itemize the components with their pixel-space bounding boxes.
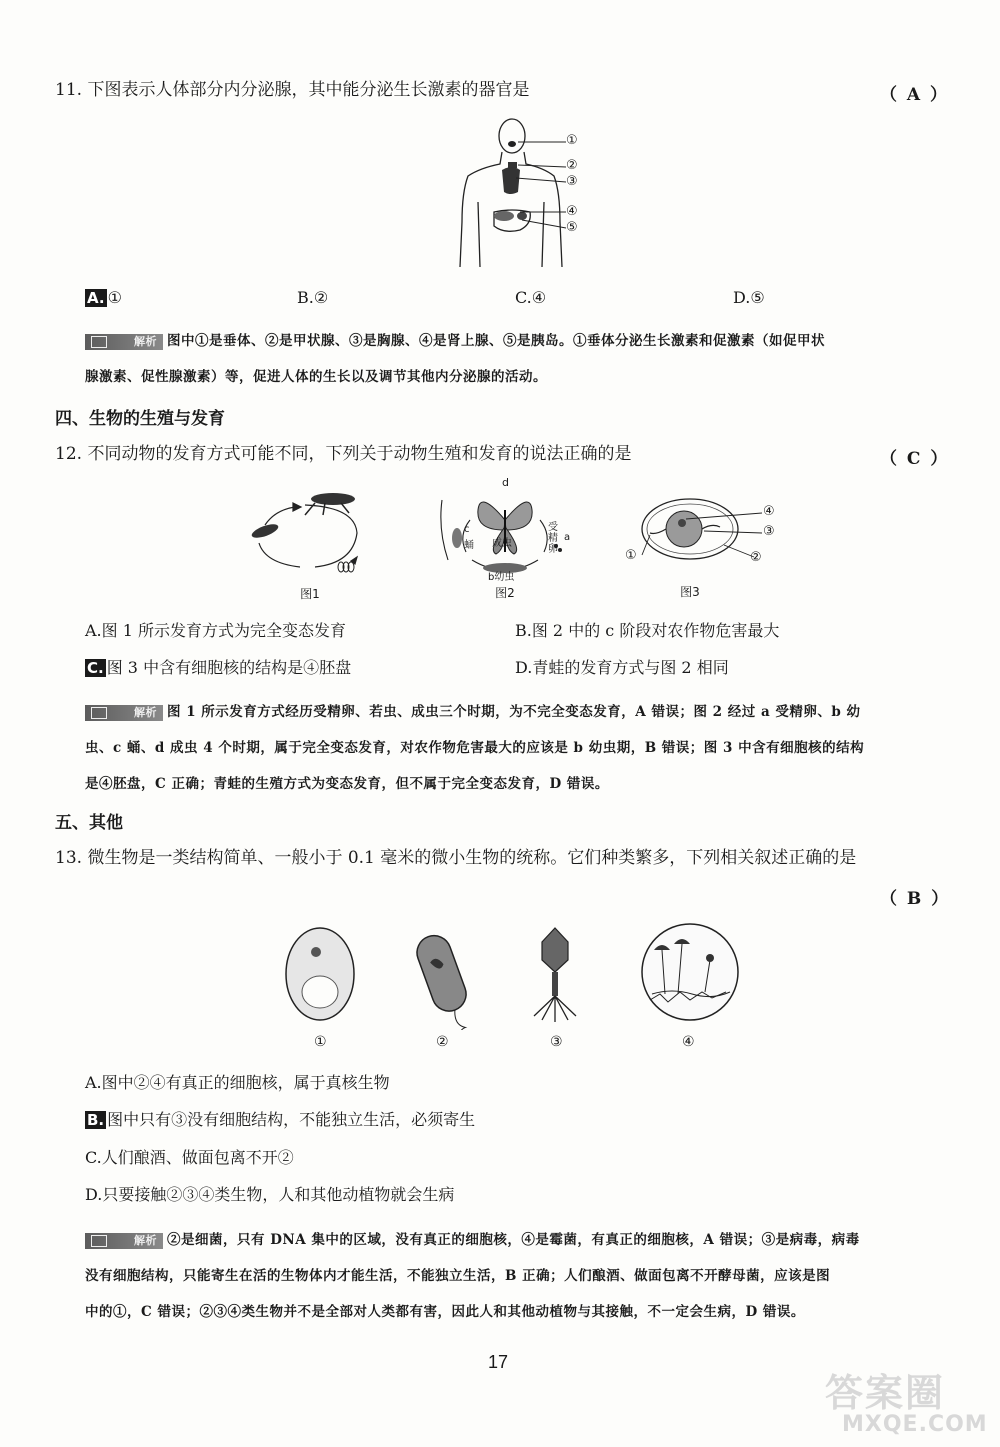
fig2-label-a: a <box>564 532 571 543</box>
explanation-line: 没有细胞结构，只能寄生在活的生物体内才能生活，不能独立生活，B 正确；人们酿酒、做面包离不开酵母菌，应该是图 <box>85 1268 831 1284</box>
option-letter: C. <box>85 1148 102 1167</box>
q12-option-b <box>515 620 779 642</box>
q13-option-d <box>85 1184 454 1206</box>
page-number: 17 <box>488 1352 509 1372</box>
microbe-caption-2: ② <box>436 1034 449 1050</box>
option-letter: B. <box>87 1111 105 1129</box>
q13-explanation <box>85 1222 955 1330</box>
explanation-tag: 解析 <box>85 1233 163 1249</box>
option-text: ② <box>313 288 329 307</box>
option-letter: C. <box>87 659 104 677</box>
explanation-tag: 解析 <box>85 334 163 350</box>
fig2-label-adult: 成虫 <box>492 538 512 549</box>
watermark-logo: 答案圈 <box>825 1371 946 1415</box>
fig2-label-larva: b幼虫 <box>488 572 515 583</box>
q11-label-2: ② <box>566 158 578 173</box>
option-letter: A. <box>85 621 102 640</box>
q11-label-5: ⑤ <box>566 220 578 235</box>
fig-caption: 图2 <box>495 586 515 600</box>
option-text: 只要接触②③④类生物，人和其他动植物就会生病 <box>102 1185 455 1204</box>
q11-option-c <box>515 287 546 309</box>
option-text: 图 1 所示发育方式为完全变态发育 <box>101 621 346 640</box>
explanation-tag: 解析 <box>85 705 163 721</box>
option-letter: D. <box>733 288 751 307</box>
option-letter: C. <box>515 288 532 307</box>
q11-label-4: ④ <box>566 204 578 219</box>
q11-explanation <box>85 323 955 395</box>
q12-figure-1 <box>245 485 370 601</box>
q12-option-a <box>85 620 346 642</box>
q12-explanation <box>85 694 955 802</box>
explanation-line: ②是细菌，只有 DNA 集中的区域，没有真正的细胞核，④是霉菌，有真正的细胞核，A 错误；③是病毒，病毒 <box>167 1232 860 1248</box>
option-letter: B. <box>515 621 532 640</box>
option-letter: A. <box>85 1073 102 1092</box>
microbe-caption-1: ① <box>314 1034 327 1050</box>
section-title-4: 四、生物的生殖与发育 <box>55 409 225 429</box>
q11-option-d <box>733 287 765 309</box>
q12-figure-2 <box>430 476 580 600</box>
q12-stem: 12. 不同动物的发育方式可能不同，下列关于动物生殖和发育的说法正确的是 <box>55 444 632 464</box>
q13-option-a <box>85 1072 390 1094</box>
explanation-line: 腺激素、促性腺激素）等，促进人体的生长以及调节其他内分泌腺的活动。 <box>85 369 547 385</box>
option-text: 图中②④有真正的细胞核，属于真核生物 <box>101 1073 390 1092</box>
option-text: ① <box>107 288 122 307</box>
q11-body-figure <box>440 112 600 272</box>
fig3-label-3: ③ <box>763 524 775 539</box>
q13-figures <box>280 920 750 1055</box>
fig3-label-2: ② <box>750 550 762 565</box>
option-text: 青蛙的发育方式与图 2 相同 <box>532 658 729 677</box>
explanation-line: 图中①是垂体、②是甲状腺、③是胸腺、④是肾上腺、⑤是胰岛。①垂体分泌生长激素和促激素（如促甲状 <box>167 333 825 349</box>
q11-stem: 11. 下图表示人体部分内分泌腺，其中能分泌生长激素的器官是 <box>55 80 530 100</box>
fig2-label-fertilized-egg: 受精卵 <box>548 522 558 555</box>
explanation-line: 中的①，C 错误；②③④类生物并不是全部对人类都有害，因此人和其他动植物与其接触，不一定会生病，D 错误。 <box>85 1304 805 1320</box>
fig2-label-pupa: 蛹 <box>464 540 474 551</box>
section-title-5: 五、其他 <box>55 813 123 833</box>
option-letter: A. <box>87 289 105 307</box>
option-letter: D. <box>515 658 533 677</box>
fig3-label-4: ④ <box>763 504 775 519</box>
explanation-line: 虫、c 蛹、d 成虫 4 个时期，属于完全变态发育，对农作物危害最大的应该是 b 幼虫期，B 错误；图 3 中含有细胞核的结构 <box>85 740 865 756</box>
microbe-caption-3: ③ <box>550 1034 563 1050</box>
option-text: ⑤ <box>750 288 765 307</box>
q13-option-c <box>85 1147 294 1169</box>
q13-answer: （ B ） <box>880 889 951 909</box>
fig2-label-d: d <box>502 476 509 489</box>
q13-stem: 13. 微生物是一类结构简单、一般小于 0.1 毫米的微小生物的统称。它们种类繁多，下列相关叙述正确的是 <box>55 848 857 868</box>
explanation-line: 是④胚盘，C 正确；青蛙的生殖方式为变态发育，但不属于完全变态发育，D 错误。 <box>85 776 609 792</box>
fig-caption: 图3 <box>680 585 700 599</box>
q12-answer: （ C ） <box>880 449 950 469</box>
explanation-line: 图 1 所示发育方式经历受精卵、若虫、成虫三个时期，为不完全变态发育，A 错误；图 2 经过 a 受精卵、b 幼 <box>167 704 861 720</box>
q12-option-c <box>85 657 351 679</box>
q11-label-1: ① <box>566 133 578 148</box>
q11-answer: （ A ） <box>880 85 950 105</box>
option-text: 图中只有③没有细胞结构，不能独立生活，必须寄生 <box>107 1110 476 1129</box>
q11-option-b <box>297 287 328 309</box>
option-text: ④ <box>531 288 547 307</box>
grasshopper-cycle-drawing <box>245 485 370 580</box>
microbe-drawings <box>280 920 750 1030</box>
fig-caption: 图1 <box>300 587 320 601</box>
q12-figure-3 <box>620 495 790 599</box>
option-text: 人们酿酒、做面包离不开② <box>101 1148 294 1167</box>
watermark-url: MXQE.COM <box>842 1412 988 1437</box>
microbe-caption-4: ④ <box>682 1034 695 1050</box>
q11-option-a <box>85 287 122 309</box>
option-letter: B. <box>297 288 314 307</box>
q13-option-b <box>85 1109 475 1131</box>
option-letter: D. <box>85 1185 103 1204</box>
q12-option-d <box>515 657 729 679</box>
fig2-label-c: c <box>464 524 470 535</box>
option-text: 图 2 中的 c 阶段对农作物危害最大 <box>531 621 780 640</box>
q11-label-3: ③ <box>566 174 578 189</box>
option-text: 图 3 中含有细胞核的结构是④胚盘 <box>106 658 352 677</box>
fig3-label-1: ① <box>625 548 637 563</box>
